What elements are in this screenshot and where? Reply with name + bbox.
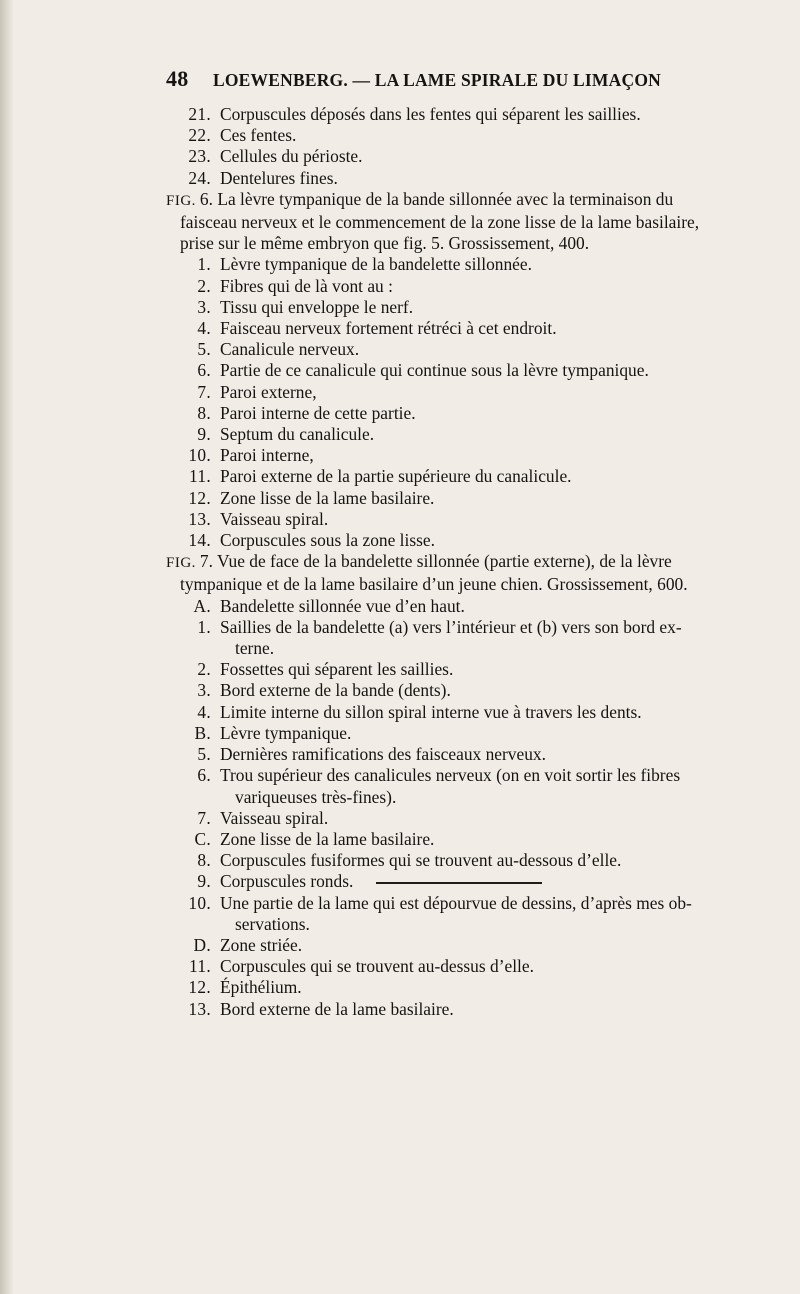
- list-item: [166, 977, 734, 998]
- item-number: 2 .: [174, 659, 211, 680]
- running-header: [166, 66, 726, 92]
- item-number: B .: [174, 723, 211, 744]
- item-number: 3 .: [174, 680, 211, 701]
- list-item: [166, 659, 734, 680]
- item-text: Zone striée.: [220, 934, 303, 955]
- item-number: 10 .: [174, 445, 211, 466]
- item-text-continuation: variqueuses très-fines).: [235, 786, 397, 807]
- list-item: [166, 276, 734, 297]
- item-text: Lèvre tympanique.: [220, 722, 352, 743]
- item-text: Zone lisse de la lame basilaire.: [220, 828, 435, 849]
- figure-number: 6 .: [200, 189, 217, 209]
- list-item: [166, 850, 734, 871]
- list-item: [166, 765, 734, 807]
- item-text: Lèvre tympanique de la bandelette sillonnée.: [220, 254, 532, 275]
- list-item: [166, 680, 734, 701]
- item-text: Corpuscules déposés dans les fentes qui séparent les saillies.: [220, 104, 641, 124]
- list-item: [166, 596, 734, 617]
- item-number: 23 .: [174, 146, 211, 167]
- item-text: Faisceau nerveux fortement rétréci à cet endroit.: [220, 318, 557, 339]
- item-number: 5 .: [174, 339, 211, 360]
- item-text: Paroi externe de la partie supérieure du canalicule.: [220, 466, 572, 487]
- page-binding-edge: [0, 0, 14, 1294]
- item-text: Saillies de la bandelette (a) vers l’intérieur et (b) vers son bord ex-: [220, 616, 682, 637]
- item-text: Canalicule nerveux.: [220, 339, 360, 360]
- item-text: Dernières ramifications des faisceaux nerveux.: [220, 744, 546, 765]
- item-number: 4 .: [174, 702, 211, 723]
- item-number: 6 .: [174, 765, 211, 786]
- item-text: Dentelures fines.: [220, 167, 338, 188]
- item-text: Fossettes qui séparent les saillies.: [220, 659, 454, 680]
- item-text: Bandelette sillonnée vue d’en haut.: [220, 595, 465, 616]
- item-number: 1 .: [174, 254, 211, 275]
- item-text: Paroi externe,: [220, 381, 317, 402]
- running-title: LOEWENBERG. — LA LAME SPIRALE DU LIMAÇON: [212, 70, 661, 90]
- figure-caption-line: [166, 551, 734, 574]
- item-text-continuation: terne.: [235, 638, 275, 659]
- item-number: 12 .: [174, 488, 211, 509]
- figure-label: FIG.: [166, 192, 196, 209]
- item-text: Ces fentes.: [220, 125, 297, 146]
- item-text: Septum du canalicule.: [220, 424, 375, 445]
- list-item: [166, 297, 734, 318]
- list-item: [166, 360, 734, 381]
- item-text: Zone lisse de la lame basilaire.: [220, 487, 435, 508]
- item-text: Corpuscules fusiformes qui se trouvent au-dessous d’elle.: [220, 850, 622, 871]
- list-item: [166, 382, 734, 403]
- item-number: A .: [174, 596, 211, 617]
- list-item: [166, 318, 734, 339]
- item-text-continuation: servations.: [235, 913, 310, 934]
- item-number: 24 .: [174, 168, 211, 189]
- page-number: 48: [166, 66, 189, 91]
- list-item: [166, 617, 734, 659]
- item-number: C .: [174, 829, 211, 850]
- item-text: Bord externe de la lame basilaire.: [220, 998, 454, 1019]
- list-item: [166, 808, 734, 829]
- list-item: [166, 403, 734, 424]
- list-item: [166, 702, 734, 723]
- end-rule-divider: [376, 882, 542, 884]
- figure-6-caption: [166, 189, 734, 255]
- list-item: [166, 999, 734, 1020]
- list-item: [166, 935, 734, 956]
- item-number: 8 .: [174, 403, 211, 424]
- list-item: [166, 168, 734, 189]
- list-item: [166, 339, 734, 360]
- list-item: [166, 424, 734, 445]
- list-item: [166, 723, 734, 744]
- item-text: Tissu qui enveloppe le nerf.: [220, 296, 414, 317]
- figure-caption-line: tympanique et de la lame basilaire d’un jeune chien. Grossissement, 600.: [180, 574, 688, 595]
- item-text: Cellules du périoste.: [220, 146, 363, 167]
- item-number: 22 .: [174, 125, 211, 146]
- figure-caption-line: prise sur le même embryon que fig. 5. Grossissement, 400.: [180, 233, 590, 254]
- item-number: 12 .: [174, 977, 211, 998]
- list-item: [166, 530, 734, 551]
- figure-caption-line: [166, 189, 734, 212]
- item-text: Corpuscules ronds.: [220, 871, 354, 892]
- item-text: Corpuscules sous la zone lisse.: [220, 530, 435, 551]
- list-item: [166, 956, 734, 977]
- list-item: [166, 744, 734, 765]
- item-number: 11 .: [174, 466, 211, 487]
- item-text: Corpuscules qui se trouvent au-dessus d’elle.: [220, 956, 534, 977]
- item-text: Vaisseau spiral.: [220, 508, 329, 529]
- list-item: [166, 488, 734, 509]
- caption-text: Vue de face de la bandelette sillonnée (partie externe), de la lèvre: [217, 551, 672, 572]
- item-text: Partie de ce canalicule qui continue sous la lèvre tympanique.: [220, 360, 649, 381]
- item-text: Paroi interne de cette partie.: [220, 402, 416, 423]
- list-item: [166, 104, 734, 125]
- item-number: 2 .: [174, 276, 211, 297]
- list-item: [166, 445, 734, 466]
- item-text: Vaisseau spiral.: [220, 807, 329, 828]
- item-number: 13 .: [174, 509, 211, 530]
- item-number: 8 .: [174, 850, 211, 871]
- item-number: 13 .: [174, 999, 211, 1020]
- item-number: 21 .: [174, 104, 211, 125]
- item-number: 9 .: [174, 871, 211, 892]
- figure-caption-line: faisceau nerveux et le commencement de la zone lisse de la lame basilaire,: [180, 212, 700, 233]
- list-item: [166, 254, 734, 275]
- item-number: 14 .: [174, 530, 211, 551]
- item-text: Une partie de la lame qui est dépourvue de dessins, d’après mes ob-: [220, 892, 692, 913]
- item-text: Limite interne du sillon spiral interne vue à travers les dents.: [220, 701, 642, 722]
- item-number: 6 .: [174, 360, 211, 381]
- list-item: [166, 466, 734, 487]
- item-number: 5 .: [174, 744, 211, 765]
- item-number: 3 .: [174, 297, 211, 318]
- item-text: Trou supérieur des canalicules nerveux (on en voit sortir les fibres: [220, 765, 681, 786]
- figure-label: FIG.: [166, 555, 196, 572]
- item-number: 1 .: [174, 617, 211, 638]
- item-number: D .: [174, 935, 211, 956]
- caption-text: La lèvre tympanique de la bande sillonnée avec la terminaison du: [217, 188, 674, 209]
- list-item: [166, 829, 734, 850]
- item-number: 10 .: [174, 893, 211, 914]
- item-number: 7 .: [174, 382, 211, 403]
- item-text: Épithélium.: [220, 977, 302, 998]
- list-item: [166, 125, 734, 146]
- item-text: Fibres qui de là vont au :: [220, 275, 393, 296]
- item-number: 9 .: [174, 424, 211, 445]
- list-item: [166, 146, 734, 167]
- item-text: Bord externe de la bande (dents).: [220, 680, 451, 701]
- list-item: [166, 893, 734, 935]
- figure-number: 7 .: [200, 551, 217, 571]
- item-number: 11 .: [174, 956, 211, 977]
- figure-7-caption: [166, 551, 734, 595]
- list-item: [166, 509, 734, 530]
- item-text: Paroi interne,: [220, 445, 314, 466]
- item-number: 4 .: [174, 318, 211, 339]
- item-number: 7 .: [174, 808, 211, 829]
